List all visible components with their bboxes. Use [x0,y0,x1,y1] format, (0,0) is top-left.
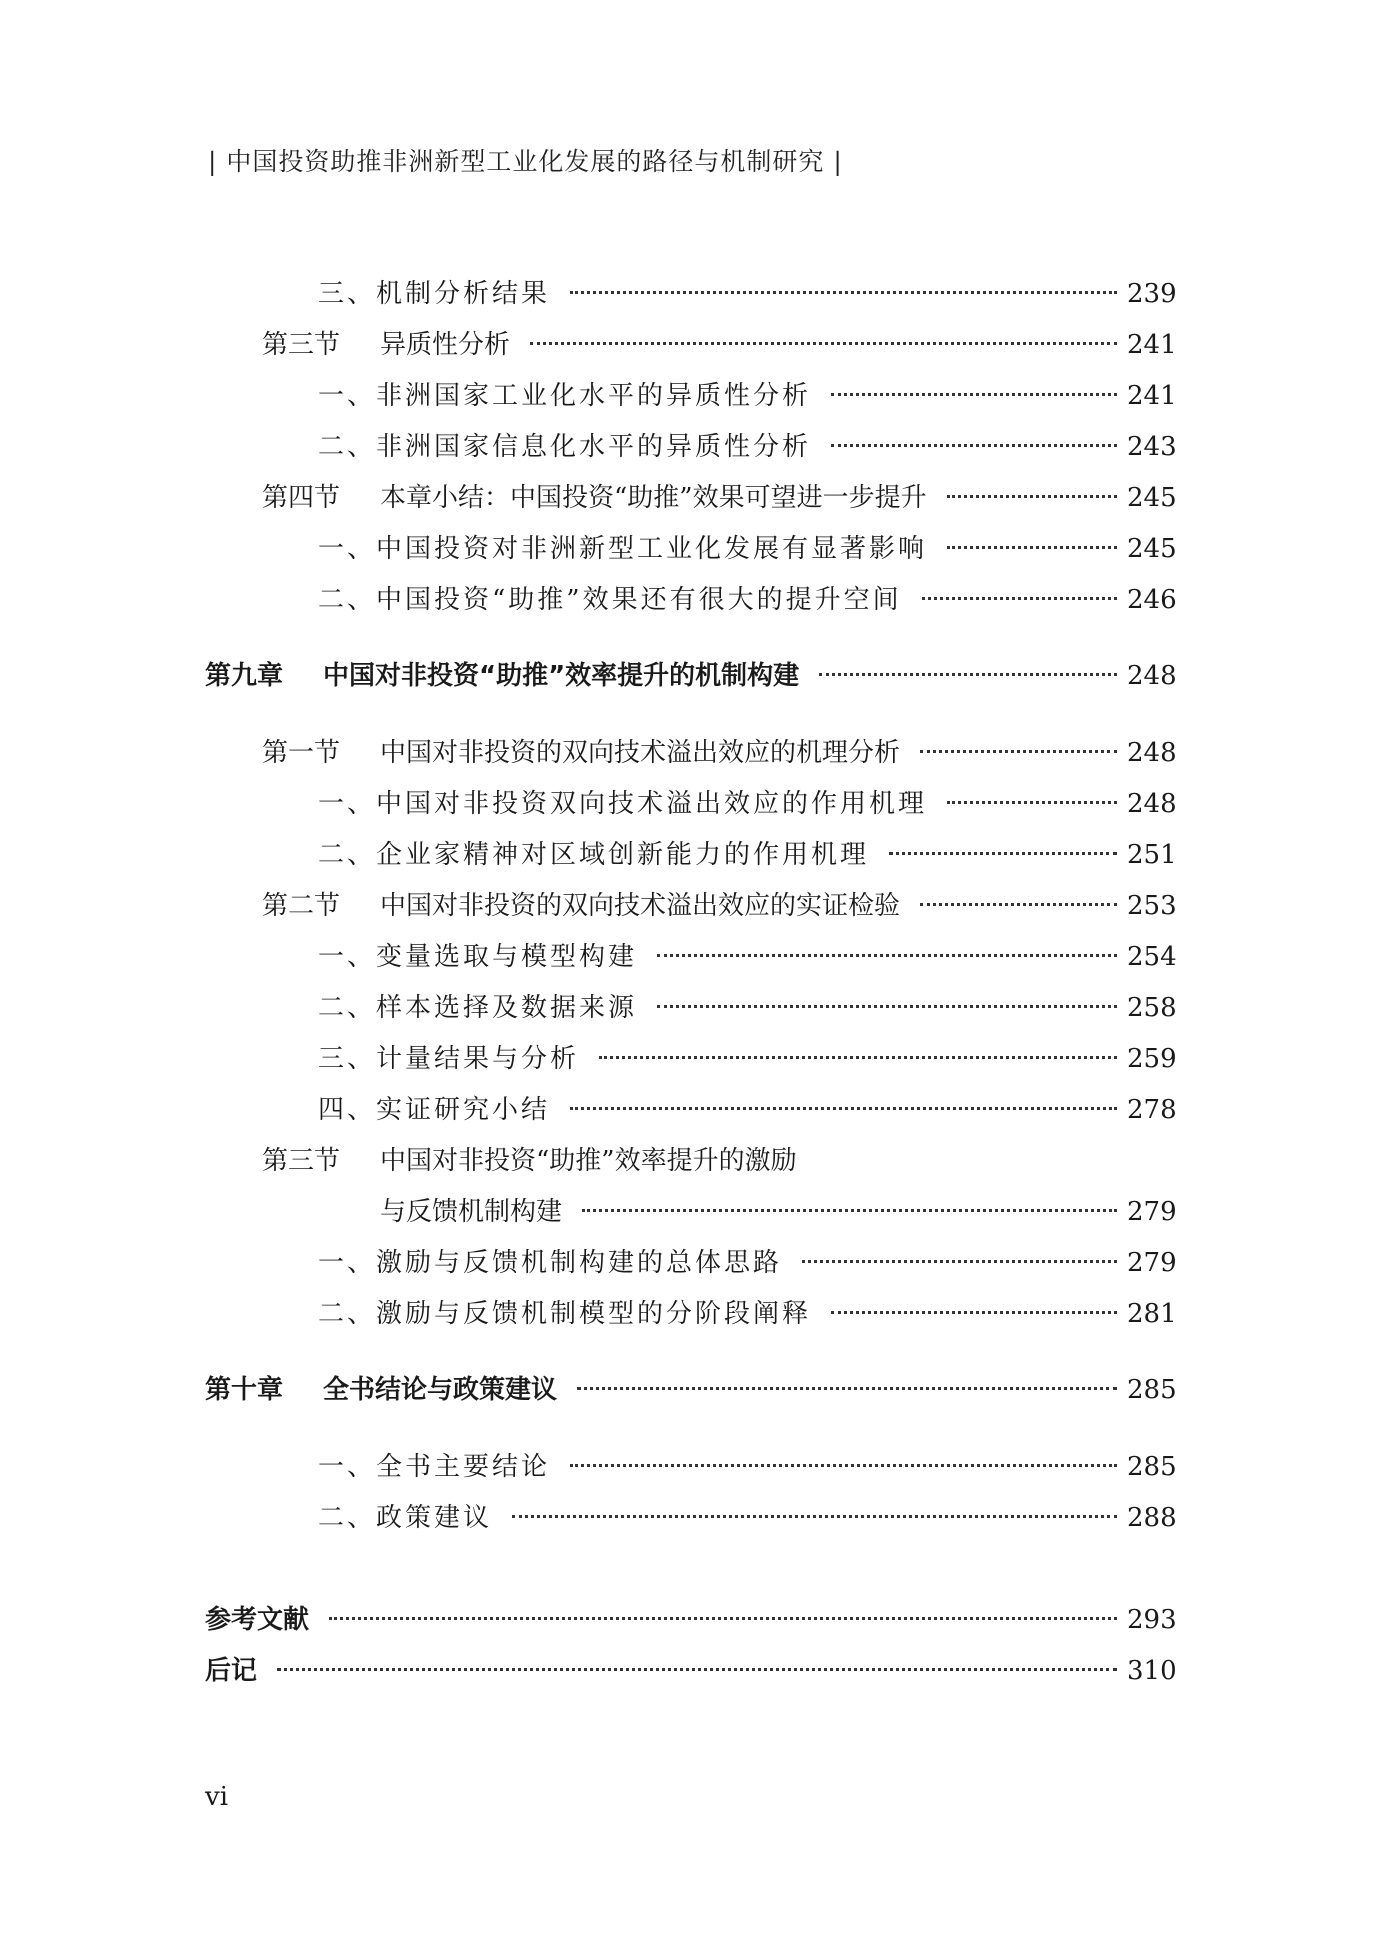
toc-entry-page: 248 [1127,661,1177,691]
toc-dot-leader [947,546,1117,549]
toc-dot-leader [657,954,1117,957]
toc-dot-leader [920,750,1117,753]
toc-entry-page: 248 [1127,789,1177,819]
toc-entry-title: 变量选取与模型构建 [376,942,638,972]
toc-entry[interactable] [0,1498,1385,1538]
toc-dot-leader [947,495,1117,498]
toc-entry[interactable] [0,1090,1385,1130]
toc-entry-page: 254 [1127,942,1177,972]
toc-entry-page: 243 [1127,432,1177,462]
toc-entry-number: 一、 [318,789,377,819]
toc-dot-leader [277,1668,1117,1671]
toc-entry-label [318,1090,550,1130]
toc-entry-page: 246 [1127,585,1177,615]
toc-entry-page: 241 [1127,330,1177,360]
toc-entry-title: 后记 [205,1656,258,1686]
toc-entry-title: 样本选择及数据来源 [376,993,638,1023]
toc-entry-number: 第三节 [262,330,341,360]
toc-entry-title: 非洲国家信息化水平的异质性分析 [376,432,812,462]
toc-entry-title-continued: 与反馈机制构建 [380,1197,563,1227]
toc-entry-page: 281 [1127,1299,1177,1329]
toc-entry-label [318,1039,579,1079]
toc-entry[interactable] [0,580,1385,620]
toc-entry-label [205,1600,309,1640]
toc-dot-leader [530,342,1117,345]
toc-entry-label [262,325,510,365]
toc-entry[interactable] [0,274,1385,314]
toc-entry[interactable] [0,733,1385,773]
toc-entry-label [205,1651,257,1691]
toc-entry[interactable] [0,427,1385,467]
toc-entry-page: 279 [1127,1197,1177,1227]
toc-entry-page: 293 [1127,1605,1177,1635]
toc-entry-label [262,886,900,926]
toc-entry[interactable] [0,784,1385,824]
toc-dot-leader [570,1464,1117,1467]
toc-entry-page: 239 [1127,279,1177,309]
toc-entry[interactable] [0,1039,1385,1079]
toc-dot-leader [329,1617,1117,1620]
toc-entry-number: 一、 [318,1452,377,1482]
toc-entry-page: 245 [1127,483,1177,513]
toc-entry-page: 285 [1127,1452,1177,1482]
toc-entry[interactable] [0,1243,1385,1283]
toc-entry-label [318,529,927,569]
toc-entry-title: 实证研究小结 [376,1095,551,1125]
toc-entry-page: 285 [1127,1375,1177,1405]
toc-entry-title: 机制分析结果 [376,279,551,309]
toc-entry-number: 一、 [318,381,377,411]
toc-dot-leader [512,1515,1117,1518]
toc-entry-number: 一、 [318,1248,377,1278]
toc-entry[interactable] [0,656,1385,696]
toc-entry-number: 第九章 [205,661,284,691]
toc-entry-title: 中国对非投资的双向技术溢出效应的机理分析 [380,738,901,768]
toc-entry[interactable] [0,325,1385,365]
toc-entry-title: 政策建议 [376,1503,493,1533]
toc-entry-title: 异质性分析 [380,330,511,360]
toc-entry-title: 中国对非投资双向技术溢出效应的作用机理 [376,789,928,819]
toc-entry-page: 259 [1127,1044,1177,1074]
toc-entry-title: 参考文献 [205,1605,310,1635]
toc-entry[interactable] [0,1447,1385,1487]
toc-entry-number: 三、 [318,1044,377,1074]
toc-entry[interactable] [0,886,1385,926]
toc-entry-title: 中国投资“助推”效果还有很大的提升空间 [376,585,902,615]
toc-entry[interactable] [0,376,1385,416]
toc-dot-leader [920,903,1117,906]
toc-entry[interactable] [0,1651,1385,1691]
toc-entry-number: 二、 [318,840,377,870]
toc-dot-leader [577,1387,1117,1390]
toc-dot-leader [831,444,1117,447]
toc-entry-title: 中国对非投资“助推”效率提升的机制构建 [323,661,800,691]
toc-entry-number: 二、 [318,432,377,462]
toc-entry-label [262,733,900,773]
toc-dot-leader [802,1260,1117,1263]
toc-dot-leader [922,597,1117,600]
toc-entry-label [205,1370,557,1410]
toc-entry-number: 二、 [318,1299,377,1329]
toc-entry-label [318,1294,811,1334]
toc-entry-label [318,937,637,977]
toc-entry-number: 二、 [318,1503,377,1533]
toc-entry-number: 二、 [318,585,377,615]
toc-entry-title: 中国投资对非洲新型工业化发展有显著影响 [376,534,928,564]
toc-entry-page: 279 [1127,1248,1177,1278]
toc-entry-label [318,376,811,416]
toc-dot-leader [582,1209,1117,1212]
toc-entry-page: 253 [1127,891,1177,921]
toc-entry-title: 激励与反馈机制构建的总体思路 [376,1248,783,1278]
toc-entry-page: 288 [1127,1503,1177,1533]
toc-entry-label [318,1498,492,1538]
toc-entry-title: 企业家精神对区域创新能力的作用机理 [376,840,870,870]
toc-entry-number: 三、 [318,279,377,309]
running-header: | 中国投资助推非洲新型工业化发展的路径与机制研究 | [208,147,843,176]
toc-entry-title: 中国对非投资“助推”效率提升的激励 [380,1146,797,1176]
toc-entry-page: 251 [1127,840,1177,870]
toc-dot-leader [889,852,1117,855]
page-number: vi [205,1782,229,1812]
toc-entry-number: 二、 [318,993,377,1023]
toc-entry-title: 中国对非投资的双向技术溢出效应的实证检验 [380,891,901,921]
toc-dot-leader [570,291,1117,294]
toc-entry-title: 计量结果与分析 [376,1044,580,1074]
toc-entry-number: 第四节 [262,483,341,513]
toc-entry-number: 第三节 [262,1146,341,1176]
toc-entry-number: 第十章 [205,1375,284,1405]
toc-dot-leader [657,1005,1117,1008]
toc-entry-label [318,784,927,824]
toc-dot-leader [947,801,1117,804]
toc-entry[interactable] [0,1370,1385,1410]
toc-entry-label [205,656,799,696]
toc-entry-number: 第二节 [262,891,341,921]
toc-entry-label [318,427,811,467]
toc-entry-page: 245 [1127,534,1177,564]
toc-entry-page: 310 [1127,1656,1177,1686]
toc-entry-label [318,580,902,620]
toc-entry[interactable] [0,478,1385,518]
toc-entry-number: 一、 [318,942,377,972]
toc-dot-leader [819,673,1117,676]
toc-entry-number: 第一节 [262,738,341,768]
toc-entry-label [318,835,869,875]
toc-dot-leader [831,1311,1117,1314]
toc-entry-number: 四、 [318,1095,377,1125]
toc-entry[interactable] [0,529,1385,569]
toc-entry-label [318,274,550,314]
toc-entry-title: 激励与反馈机制模型的分阶段阐释 [376,1299,812,1329]
toc-entry[interactable] [0,1600,1385,1640]
toc-entry-label [318,1243,782,1283]
toc-entry[interactable] [0,937,1385,977]
toc-entry-page: 241 [1127,381,1177,411]
toc-entry-label [318,988,637,1028]
toc-entry[interactable] [0,1141,1385,1227]
toc-entry-label [262,478,927,518]
toc-entry[interactable] [0,835,1385,875]
toc-entry[interactable] [0,988,1385,1028]
toc-entry-number: 一、 [318,534,377,564]
toc-entry-title: 非洲国家工业化水平的异质性分析 [376,381,812,411]
toc-entry-page: 258 [1127,993,1177,1023]
toc-dot-leader [570,1107,1117,1110]
toc-entry-title-line [262,1141,797,1181]
toc-dot-leader [599,1056,1117,1059]
toc-dot-leader [831,393,1117,396]
toc-entry-page: 248 [1127,738,1177,768]
toc-entry-page: 278 [1127,1095,1177,1125]
toc-entry-title: 全书主要结论 [376,1452,551,1482]
toc-entry-title: 本章小结：中国投资“助推”效果可望进一步提升 [380,483,927,513]
toc-entry-title: 全书结论与政策建议 [323,1375,558,1405]
toc-entry[interactable] [0,1294,1385,1334]
toc-entry-label [318,1447,550,1487]
